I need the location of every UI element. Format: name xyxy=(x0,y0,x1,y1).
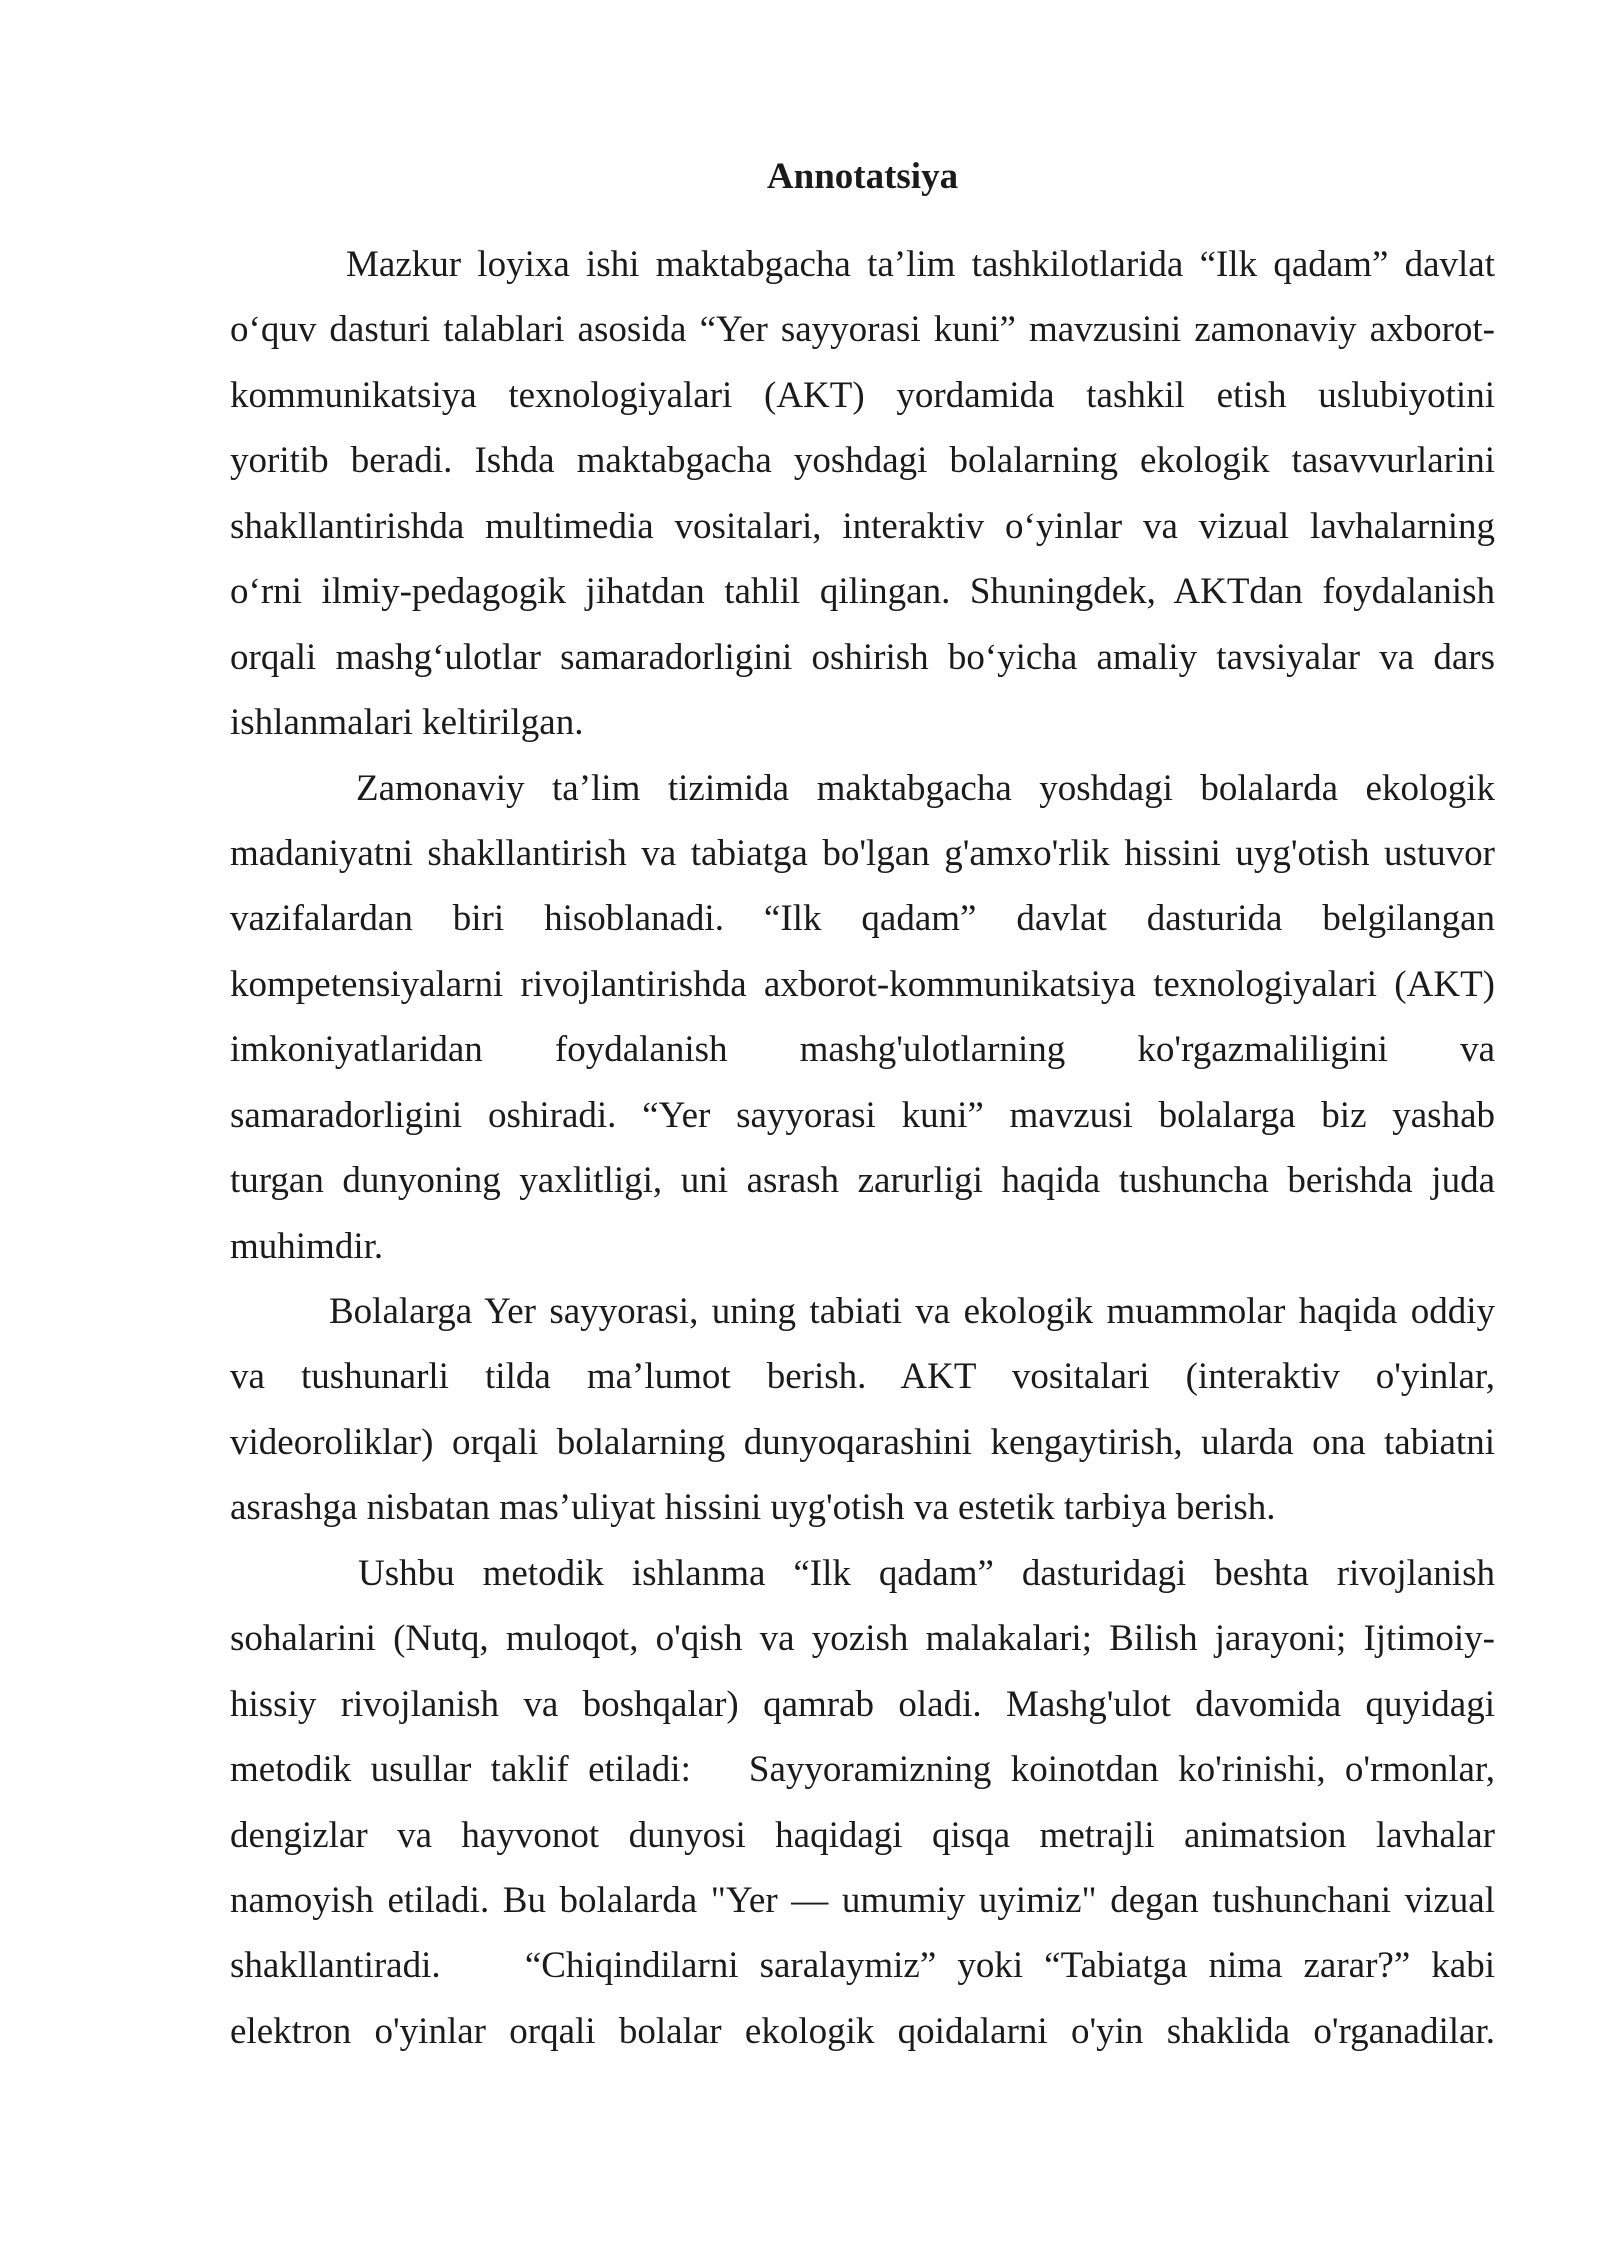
text-line: madaniyatni shakllantirish va tabiatga bo'lgan g'amxo'rlik hissini uyg'otish ustuvor xyxy=(230,832,1495,874)
text-line: imkoniyatlaridan foydalanish mashg'ulotlarning ko'rgazmaliligini va xyxy=(230,1029,1495,1071)
text-line: kompetensiyalarni rivojlantirishda axborot-kommunikatsiya texnologiyalari (AKT) xyxy=(230,963,1495,1005)
text-line: Bolalarga Yer sayyorasi, uning tabiati va ekologik muammolar haqida oddiy xyxy=(329,1291,1495,1332)
text-line: yoritib beradi. Ishda maktabgacha yoshdagi bolalarning ekologik tasavvurlarini xyxy=(230,440,1495,482)
text-line: o‘quv dasturi talablari asosida “Yer sayyorasi kuni” mavzusini zamonaviy axborot- xyxy=(230,309,1495,351)
text-line: shakllantiradi. “Chiqindilarni saralaymiz” yoki “Tabiatga nima zarar?” kabi xyxy=(230,1945,1495,1987)
document-title: Annotatsiya xyxy=(766,156,959,197)
text-line: va tushunarli tilda ma’lumot berish. AKT vositalari (interaktiv o'yinlar, xyxy=(230,1356,1495,1398)
text-line: Zamonaviy ta’lim tizimida maktabgacha yoshdagi bolalarda ekologik xyxy=(356,767,1495,809)
text-line: videoroliklar) orqali bolalarning dunyoqarashini kengaytirish, ularda ona tabiatni xyxy=(230,1421,1495,1463)
annotation-paragraph-3 xyxy=(230,1279,1495,1541)
annotation-paragraph-4 xyxy=(230,1541,1495,2065)
text-line: metodik usullar taklif etiladi: Sayyoramizning koinotdan ko'rinishi, o'rmonlar, xyxy=(230,1749,1495,1791)
text-line: asrashga nisbatan mas’uliyat hissini uyg'otish va estetik tarbiya berish. xyxy=(230,1487,1276,1529)
text-line: turgan dunyoning yaxlitligi, uni asrash zarurligi haqida tushuncha berishda juda xyxy=(230,1160,1495,1202)
text-line: elektron o'yinlar orqali bolalar ekologik qoidalarni o'yin shaklida o'rganadilar. xyxy=(230,2010,1495,2052)
document-body xyxy=(230,232,1495,2064)
annotation-paragraph-1 xyxy=(230,232,1495,756)
text-line: orqali mashg‘ulotlar samaradorligini oshirish bo‘yicha amaliy tavsiyalar va dars xyxy=(230,636,1495,678)
text-line: kommunikatsiya texnologiyalari (AKT) yordamida tashkil etish uslubiyotini xyxy=(230,374,1495,416)
text-line: shakllantirishda multimedia vositalari, interaktiv o‘yinlar va vizual lavhalarning xyxy=(230,505,1495,547)
text-line: sohalarini (Nutq, muloqot, o'qish va yozish malakalari; Bilish jarayoni; Ijtimoiy- xyxy=(230,1618,1495,1660)
text-line: ishlanmalari keltirilgan. xyxy=(230,702,584,744)
annotation-paragraph-2 xyxy=(230,756,1495,1280)
text-line: Mazkur loyixa ishi maktabgacha ta’lim tashkilotlarida “Ilk qadam” davlat xyxy=(346,244,1495,285)
text-line: muhimdir. xyxy=(230,1225,384,1267)
text-line: dengizlar va hayvonot dunyosi haqidagi qisqa metrajli animatsion lavhalar xyxy=(230,1814,1495,1856)
text-line: Ushbu metodik ishlanma “Ilk qadam” dasturidagi beshta rivojlanish xyxy=(358,1552,1495,1594)
text-line: o‘rni ilmiy-pedagogik jihatdan tahlil qilingan. Shuningdek, AKTdan foydalanish xyxy=(230,571,1495,613)
text-line: hissiy rivojlanish va boshqalar) qamrab oladi. Mashg'ulot davomida quyidagi xyxy=(230,1683,1495,1725)
text-line: samaradorligini oshiradi. “Yer sayyorasi kuni” mavzusi bolalarga biz yashab xyxy=(230,1094,1495,1136)
text-line: namoyish etiladi. Bu bolalarda "Yer — umumiy uyimiz" degan tushunchani vizual xyxy=(230,1879,1495,1921)
text-line: vazifalardan biri hisoblanadi. “Ilk qadam” davlat dasturida belgilangan xyxy=(230,898,1495,940)
